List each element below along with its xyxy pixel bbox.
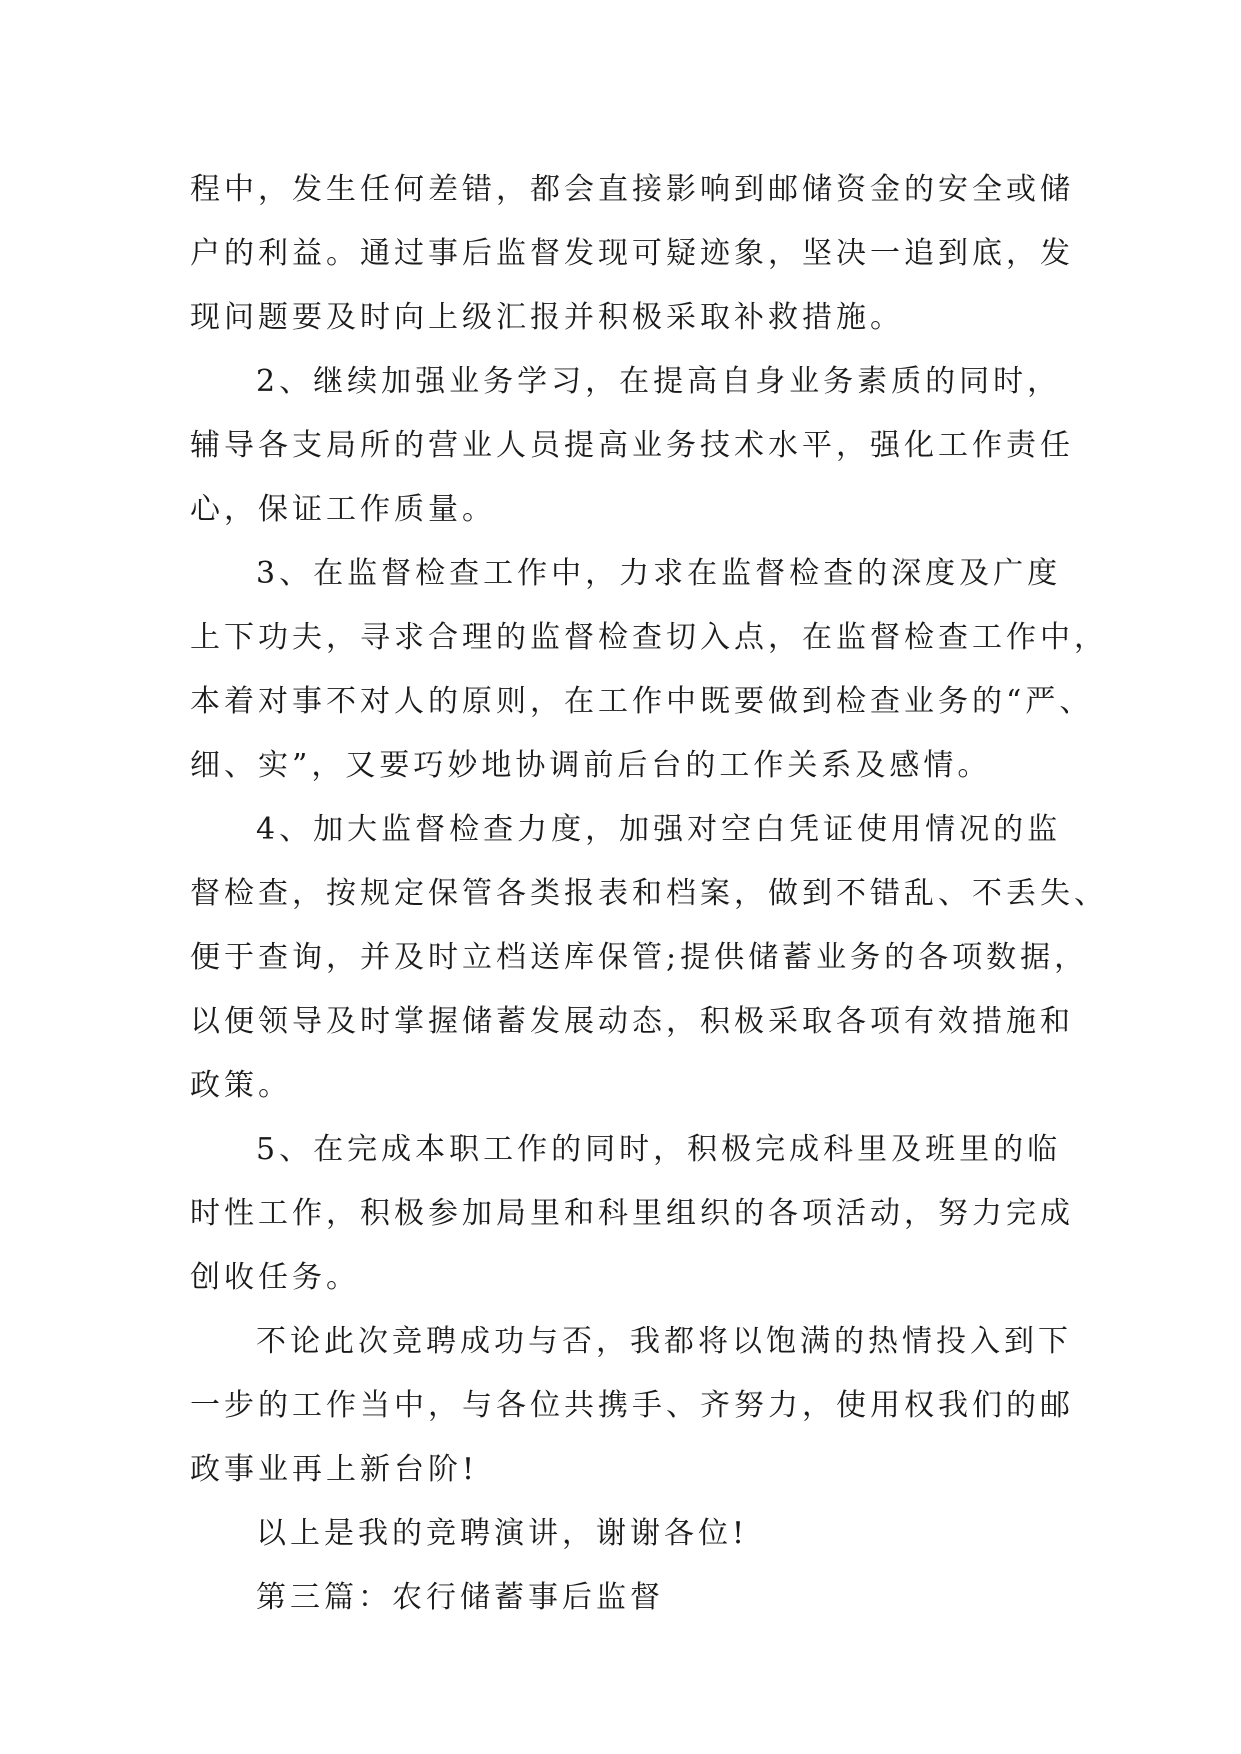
text-line: 政策。 (190, 1068, 292, 1103)
text-line: 以便领导及时掌握储蓄发展动态，积极采取各项有效措施和 (190, 1004, 1074, 1039)
text-line: 3、在监督检查工作中，力求在监督检查的深度及广度 (256, 556, 1062, 591)
section-heading (190, 1566, 1060, 1630)
text-line: 程中，发生任何差错，都会直接影响到邮储资金的安全或储 (190, 172, 1074, 207)
text-line: 时性工作，积极参加局里和科里组织的各项活动，努力完成 (190, 1196, 1074, 1231)
paragraph-continuation (190, 158, 1074, 350)
text-line: 心，保证工作质量。 (190, 492, 496, 527)
text-line: 辅导各支局所的营业人员提高业务技术水平，强化工作责任 (190, 428, 1074, 463)
document-body (190, 158, 1108, 1630)
paragraph-closing (190, 1310, 1074, 1502)
paragraph-item-4 (190, 798, 1108, 1118)
paragraph-thanks (190, 1502, 1060, 1566)
text-line: 一步的工作当中，与各位共携手、齐努力，使用权我们的邮 (190, 1388, 1074, 1423)
text-line: 4、加大监督检查力度，加强对空白凭证使用情况的监 (256, 812, 1062, 847)
text-line: 督检查，按规定保管各类报表和档案，做到不错乱、不丢失、 (190, 876, 1108, 911)
text-line: 便于查询，并及时立档送库保管;提供储蓄业务的各项数据， (190, 940, 1089, 975)
paragraph-item-5 (190, 1118, 1074, 1310)
text-line: 以上是我的竞聘演讲，谢谢各位! (256, 1516, 749, 1551)
text-line: 细、实”，又要巧妙地协调前后台的工作关系及感情。 (190, 748, 992, 783)
text-line: 上下功夫，寻求合理的监督检查切入点，在监督检查工作中， (190, 620, 1108, 655)
text-line: 户的利益。通过事后监督发现可疑迹象，坚决一追到底，发 (190, 236, 1074, 271)
paragraph-item-3 (190, 542, 1108, 798)
text-line: 现问题要及时向上级汇报并积极采取补救措施。 (190, 300, 904, 335)
text-line: 2、继续加强业务学习，在提高自身业务素质的同时， (256, 364, 1062, 399)
text-line: 创收任务。 (190, 1260, 360, 1295)
paragraph-item-2 (190, 350, 1074, 542)
text-line: 第三篇：农行储蓄事后监督 (256, 1580, 664, 1615)
text-line: 5、在完成本职工作的同时，积极完成科里及班里的临 (256, 1132, 1062, 1167)
text-line: 不论此次竞聘成功与否，我都将以饱满的热情投入到下 (256, 1324, 1072, 1359)
text-line: 本着对事不对人的原则，在工作中既要做到检查业务的“严、 (190, 684, 1094, 719)
text-line: 政事业再上新台阶! (190, 1452, 479, 1487)
